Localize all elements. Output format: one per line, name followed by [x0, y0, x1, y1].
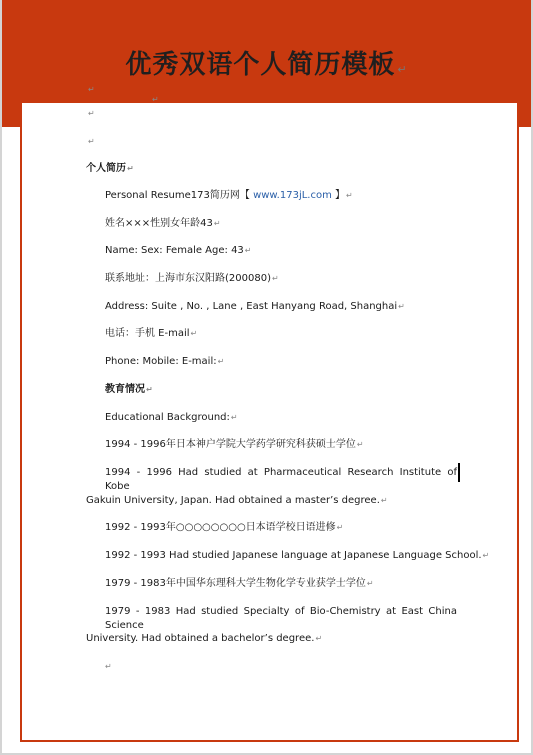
paragraph-mark: ↵ [217, 357, 225, 366]
heading-personal[interactable] [86, 162, 461, 176]
paragraph-mark: ↵ [146, 385, 153, 394]
paragraph-mark: ↵ [127, 164, 134, 173]
paragraph-mark: ↵ [356, 440, 364, 449]
line-text: Phone: Mobile: E-mail: [105, 356, 217, 367]
edu3-en-line-b[interactable] [86, 632, 461, 646]
line-text: 电话：手机 E-mail [105, 328, 190, 339]
paragraph-mark: ↵ [380, 496, 388, 505]
edu2-en-line[interactable] [105, 549, 490, 563]
heading-text: 个人简历 [86, 163, 126, 174]
line-text: Gakuin University, Japan. Had obtained a master’s degree. [86, 495, 380, 506]
paragraph-mark: ↵ [190, 329, 198, 338]
paragraph-mark: ↵ [315, 634, 323, 643]
edu1-cn-line[interactable] [105, 438, 461, 452]
phone-cn-line[interactable] [105, 327, 461, 341]
address-en-line[interactable] [105, 300, 461, 314]
paragraph-mark: ↵ [88, 137, 95, 146]
edu1-en-line-b[interactable] [86, 494, 461, 508]
phone-en-line[interactable] [105, 355, 461, 369]
line-text: Name: Sex: Female Age: 43 [105, 245, 244, 256]
heading-text: 教育情况 [105, 384, 145, 395]
line-text: 1979 - 1983 Had studied Specialty of Bio-Chemistry at East China Science [105, 606, 457, 631]
edu3-cn-line[interactable] [105, 577, 461, 591]
line-text: 1992 - 1993年○○○○○○○○日本语学校日语进修 [105, 522, 336, 533]
resume-suffix: 】 [335, 190, 346, 201]
paragraph-mark: ↵ [105, 662, 112, 671]
paragraph-mark: ↵ [482, 551, 490, 560]
paragraph-mark: ↵ [213, 219, 221, 228]
heading-education[interactable] [105, 383, 461, 397]
paragraph-mark: ↵ [397, 63, 408, 76]
paragraph-mark: ↵ [271, 274, 279, 283]
edu2-cn-line[interactable] [105, 521, 461, 535]
line-text: Educational Background: [105, 412, 230, 423]
paragraph-mark: ↵ [346, 191, 353, 200]
text-cursor [458, 463, 460, 482]
title-text: 优秀双语个人简历模板 [125, 50, 396, 80]
name-en-line[interactable] [105, 244, 461, 258]
edu-background-line[interactable] [105, 411, 461, 425]
paragraph-mark: ↵ [152, 95, 159, 104]
paragraph-mark: ↵ [398, 302, 405, 311]
line-text: 联系地址：上海市东汉阳路(200080) [105, 273, 271, 284]
edu3-en-line-a[interactable] [105, 605, 457, 633]
line-text: 1992 - 1993 Had studied Japanese language at Japanese Language School. [105, 550, 482, 561]
line-text: 姓名×××性别女年龄43 [105, 218, 213, 229]
paragraph-mark: ↵ [230, 413, 238, 422]
paragraph-mark: ↵ [336, 523, 344, 532]
line-text: 1994 - 1996 Had studied at Pharmaceutical Research Institute of Kobe [105, 467, 457, 492]
line-text: Address: Suite , No. , Lane , East Hanyang Road, Shanghai [105, 301, 398, 312]
line-text: 1994 - 1996年日本神户学院大学药学研究科获硕士学位 [105, 439, 356, 450]
address-cn-line[interactable] [105, 272, 461, 286]
paragraph-mark: ↵ [244, 246, 252, 255]
website-link[interactable]: www.173jL.com [253, 190, 332, 201]
paragraph-mark: ↵ [88, 109, 95, 118]
document-title[interactable] [2, 44, 531, 81]
paragraph-mark: ↵ [88, 85, 95, 94]
paragraph-mark: ↵ [366, 579, 374, 588]
line-text: 1979 - 1983年中国华东理科大学生物化学专业获学士学位 [105, 578, 366, 589]
resume-prefix: Personal Resume173简历网【 [105, 190, 250, 201]
edu1-en-line-a[interactable] [105, 466, 457, 494]
resume-source-line[interactable] [105, 189, 461, 203]
name-cn-line[interactable] [105, 217, 461, 231]
document-page [2, 0, 531, 753]
line-text: University. Had obtained a bachelor’s degree. [86, 633, 315, 644]
